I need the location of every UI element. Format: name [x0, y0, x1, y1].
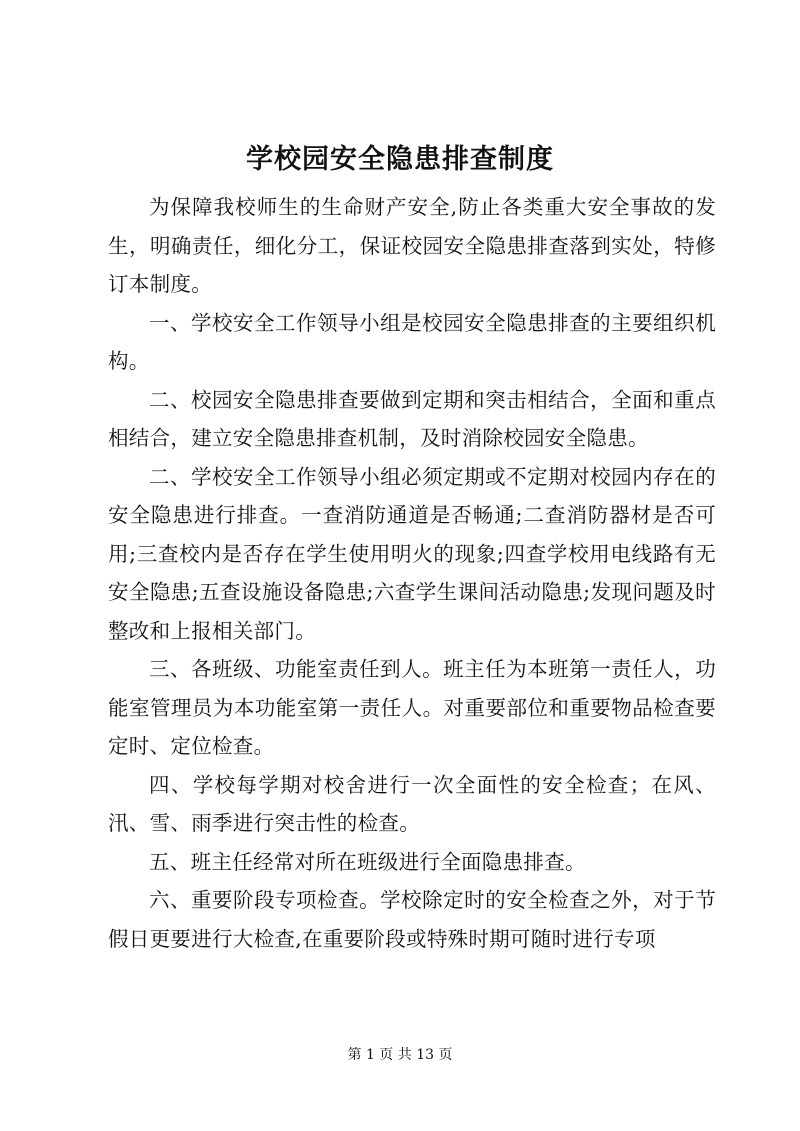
paragraph-item-2: 二、校园安全隐患排查要做到定期和突击相结合，全面和重点相结合，建立安全隐患排查机制，及时消除校园安全隐患。: [108, 387, 716, 450]
paragraph-intro: 为保障我校师生的生命财产安全,防止各类重大安全事故的发生，明确责任，细化分工，保证校园安全隐患排查落到实处，特修订本制度。: [108, 195, 716, 296]
page-number-footer: 第 1 页 共 13 页: [347, 1047, 453, 1063]
document-title: 学校园安全隐患排查制度: [246, 144, 554, 175]
paragraph-item-3: 三、各班级、功能室责任到人。班主任为本班第一责任人，功能室管理员为本功能室第一责任人。对重要部位和重要物品检查要定时、定位检查。: [108, 657, 716, 758]
paragraph-item-6: 六、重要阶段专项检查。学校除定时的安全检查之外，对于节假日更要进行大检查,在重要阶段或特殊时期可随时进行专项: [108, 888, 716, 951]
paragraph-item-5: 五、班主任经常对所在班级进行全面隐患排查。: [149, 849, 586, 874]
paragraph-item-4: 四、学校每学期对校舍进行一次全面性的安全检查；在风、汛、雪、雨季进行突击性的检查。: [108, 772, 716, 835]
document-body: [108, 188, 716, 958]
paragraph-item-2b: 二、学校安全工作领导小组必须定期或不定期对校园内存在的安全隐患进行排查。一查消防通道是否畅通;二查消防器材是否可用;三查校内是否存在学生使用明火的现象;四查学校用电线路有无安全隐患;五查设施设备隐患;六查学生课间活动隐患;发现问题及时整改和上报相关部门。: [108, 464, 716, 643]
paragraph-item-1: 一、学校安全工作领导小组是校园安全隐患排查的主要组织机构。: [108, 310, 716, 373]
